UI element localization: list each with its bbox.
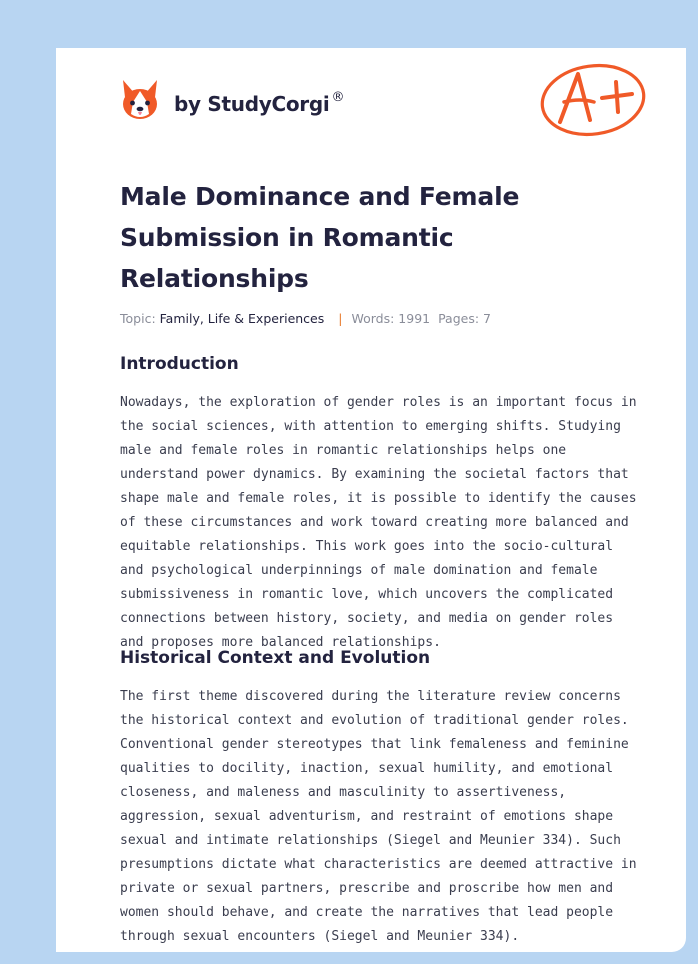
word-count: Words: 1991 <box>351 311 431 326</box>
corgi-icon <box>120 78 160 122</box>
studycorgi-logo[interactable] <box>120 76 344 124</box>
document-meta <box>120 311 491 326</box>
topic-label: Topic: <box>120 311 156 326</box>
brand-prefix: by <box>174 92 208 116</box>
meta-separator: | <box>338 311 343 326</box>
brand-name: StudyCorgi <box>207 92 330 116</box>
section-body: Nowadays, the exploration of gender roles is an important focus in the social sciences, with attention to emerging shifts. Studying male and female roles in romantic relationships helps one understand power dynamics. By examining the societal factors that shape male and female roles, it is possible to identify the causes of these circumstances and work toward creating more balanced and equitable relationships. This work goes into the socio-cultural and psychological underpinnings of male domination and female submissiveness in romantic love, which uncovers the complicated connections between history, society, and media on gender roles and proposes more balanced relationships. <box>120 395 637 650</box>
section-body: The first theme discovered during the literature review concerns the historical context and evolution of traditional gender roles. Conventional gender stereotypes that link femaleness and feminine qualities to docility, inaction, sexual humility, and emotional closeness, and maleness and masculinity to assertiveness, aggression, sexual adventurism, and restraint of emotions shape sexual and intimate relationships (Siegel and Meunier 334). Such presumptions dictate what characteristics are deemed attractive in private or sexual partners, prescribe and proscribe how men and women should behave, and create the narratives that lead people through sexual encounters (Siegel and Meunier 334). <box>120 689 637 944</box>
document-title: Male Dominance and Female Submission in Romantic Relationships <box>120 182 520 293</box>
brand-wordmark <box>174 92 344 116</box>
page-count: Pages: 7 <box>438 311 491 326</box>
registered-mark: ® <box>331 90 345 105</box>
document-page <box>56 48 686 952</box>
grade-stamp-icon <box>538 58 650 142</box>
topic-link[interactable]: Family, Life & Experiences <box>159 311 325 326</box>
section-heading: Historical Context and Evolution <box>120 648 431 668</box>
section-heading: Introduction <box>120 354 239 374</box>
